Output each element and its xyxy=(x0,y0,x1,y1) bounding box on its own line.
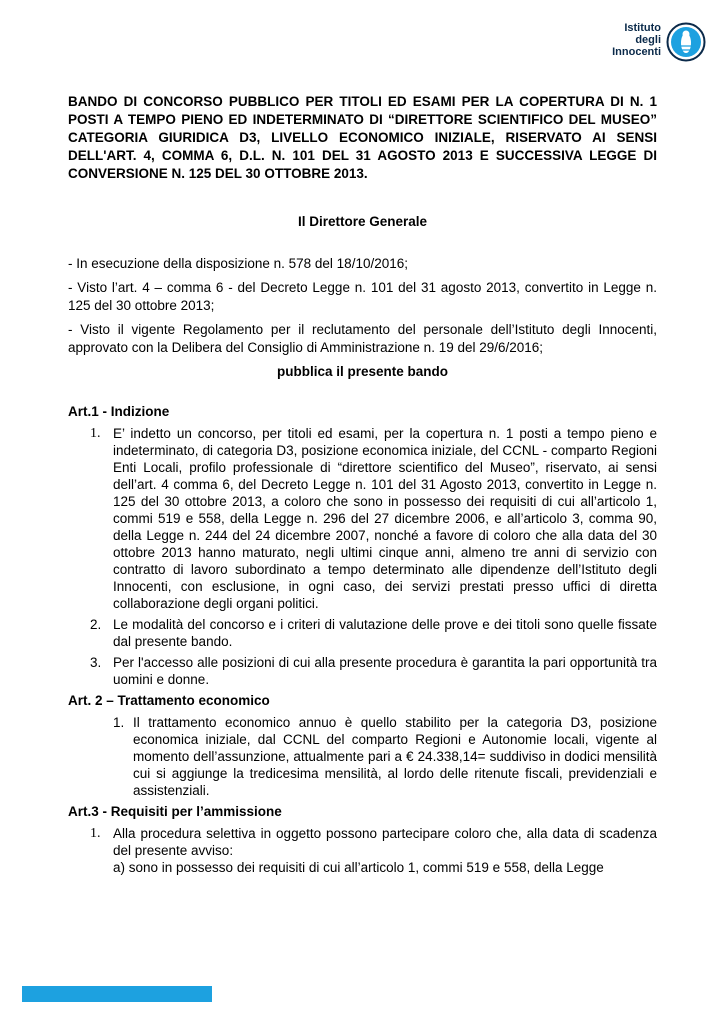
item-number: 1. xyxy=(90,826,101,841)
director-heading: Il Direttore Generale xyxy=(297,214,428,229)
art3-list xyxy=(68,825,657,876)
institute-logo xyxy=(605,22,705,62)
logo-line-3: Innocenti xyxy=(612,46,661,58)
item-text: Alla procedura selettiva in oggetto possono partecipare coloro che, alla data di scadenza del presente avviso: xyxy=(113,826,657,858)
item-number: 1. xyxy=(90,426,101,441)
item-number: 3. xyxy=(90,655,102,670)
item-text: E’ indetto un concorso, per titoli ed esami, per la copertura n. 1 posti a tempo pieno e indeterminato, di categoria D3, posizione economica iniziale, del CCNL - comparto Regioni Enti Locali, profilo professionale di “direttore scientifico del Museo”, riservato, ai sensi dell’art. 4 comma 6, del Decreto Legge n. 101 del 31 Agosto 2013, convertito in Legge n. 125 del 30 ottobre 2013, a coloro che sono in possesso dei requisiti di cui all’articolo 1, commi 519 e 558, della Legge n. 296 del 27 dicembre 2006, e all’articolo 3, comma 90, della Legge n. 244 del 24 dicembre 2007, nonché a favore di coloro che alla data del 30 ottobre 2013 hanno maturato, negli ultimi cinque anni, almeno tre anni di servizio con contratto di lavoro subordinato a tempo determinato alle dipendenze dell’Istituto degli Innocenti, con esclusione, in ogni caso, dei servizi prestati presso uffici di diretta collaborazione degli organi politici. xyxy=(113,426,657,611)
item-text: Il trattamento economico annuo è quello stabilito per la categoria D3, posizione economica iniziale, dal CCNL del comparto Regioni e Autonomie locali, vigente al momento dell’assunzione, attualmente pari a € 24.338,14= suddiviso in dodici mensilità cui si aggiunge la tredicesima mensilità, al lordo delle ritenute fiscali, previdenziali e assistenziali. xyxy=(133,715,657,798)
footer-accent-bar xyxy=(22,986,212,1002)
document-title: BANDO DI CONCORSO PUBBLICO PER TITOLI ED ESAMI PER LA COPERTURA DI N. 1 POSTI A TEMPO PIENO ED INDETERMINATO DI “DIRETTORE SCIENTIFICO DEL MUSEO” CATEGORIA GIURIDICA D3, LIVELLO ECONOMICO INIZIALE, RISERVATO AI SENSI DELL'ART. 4, COMMA 6, D.L. N. 101 DEL 31 AGOSTO 2013 E SUCCESSIVA LEGGE DI CONVERSIONE N. 125 DEL 30 OTTOBRE 2013. xyxy=(68,94,657,181)
logo-line-2: degli xyxy=(635,34,661,46)
item-text: Per l'accesso alle posizioni di cui alla presente procedura è garantita la pari opportunità tra uomini e donne. xyxy=(113,655,657,687)
roundel-emblem-icon xyxy=(666,22,706,62)
document-body xyxy=(68,93,657,876)
premise-item: - In esecuzione della disposizione n. 578 del 18/10/2016; xyxy=(68,256,408,271)
logo-wordmark xyxy=(605,22,661,58)
art2-list xyxy=(68,714,657,799)
item-subpoint: a) sono in possesso dei requisiti di cui all’articolo 1, commi 519 e 558, della Legge xyxy=(113,860,604,875)
item-text: Le modalità del concorso e i criteri di valutazione delle prove e dei titoli sono quelle fissate dal presente bando. xyxy=(113,617,657,649)
item-number: 2. xyxy=(90,617,102,632)
logo-line-1: Istituto xyxy=(624,22,661,34)
premise-item: - Visto l’art. 4 – comma 6 - del Decreto Legge n. 101 del 31 agosto 2013, convertito in Legge n. 125 del 30 ottobre 2013; xyxy=(68,280,657,313)
art2-heading: Art. 2 – Trattamento economico xyxy=(68,693,270,708)
art3-item xyxy=(68,825,657,876)
art2-item xyxy=(68,714,657,799)
art3-heading: Art.3 - Requisiti per l’ammissione xyxy=(68,804,282,819)
publish-statement: pubblica il presente bando xyxy=(276,364,449,379)
premise-item: - Visto il vigente Regolamento per il reclutamento del personale dell’Istituto degli Innocenti, approvato con la Delibera del Consiglio di Amministrazione n. 19 del 29/6/2016; xyxy=(68,322,657,355)
art1-heading: Art.1 - Indizione xyxy=(68,404,170,419)
item-number: 1. xyxy=(113,715,125,730)
art1-list xyxy=(68,425,657,688)
art1-item xyxy=(68,654,657,688)
art1-item xyxy=(68,616,657,650)
art1-item xyxy=(68,425,657,612)
premises-list xyxy=(68,255,657,357)
